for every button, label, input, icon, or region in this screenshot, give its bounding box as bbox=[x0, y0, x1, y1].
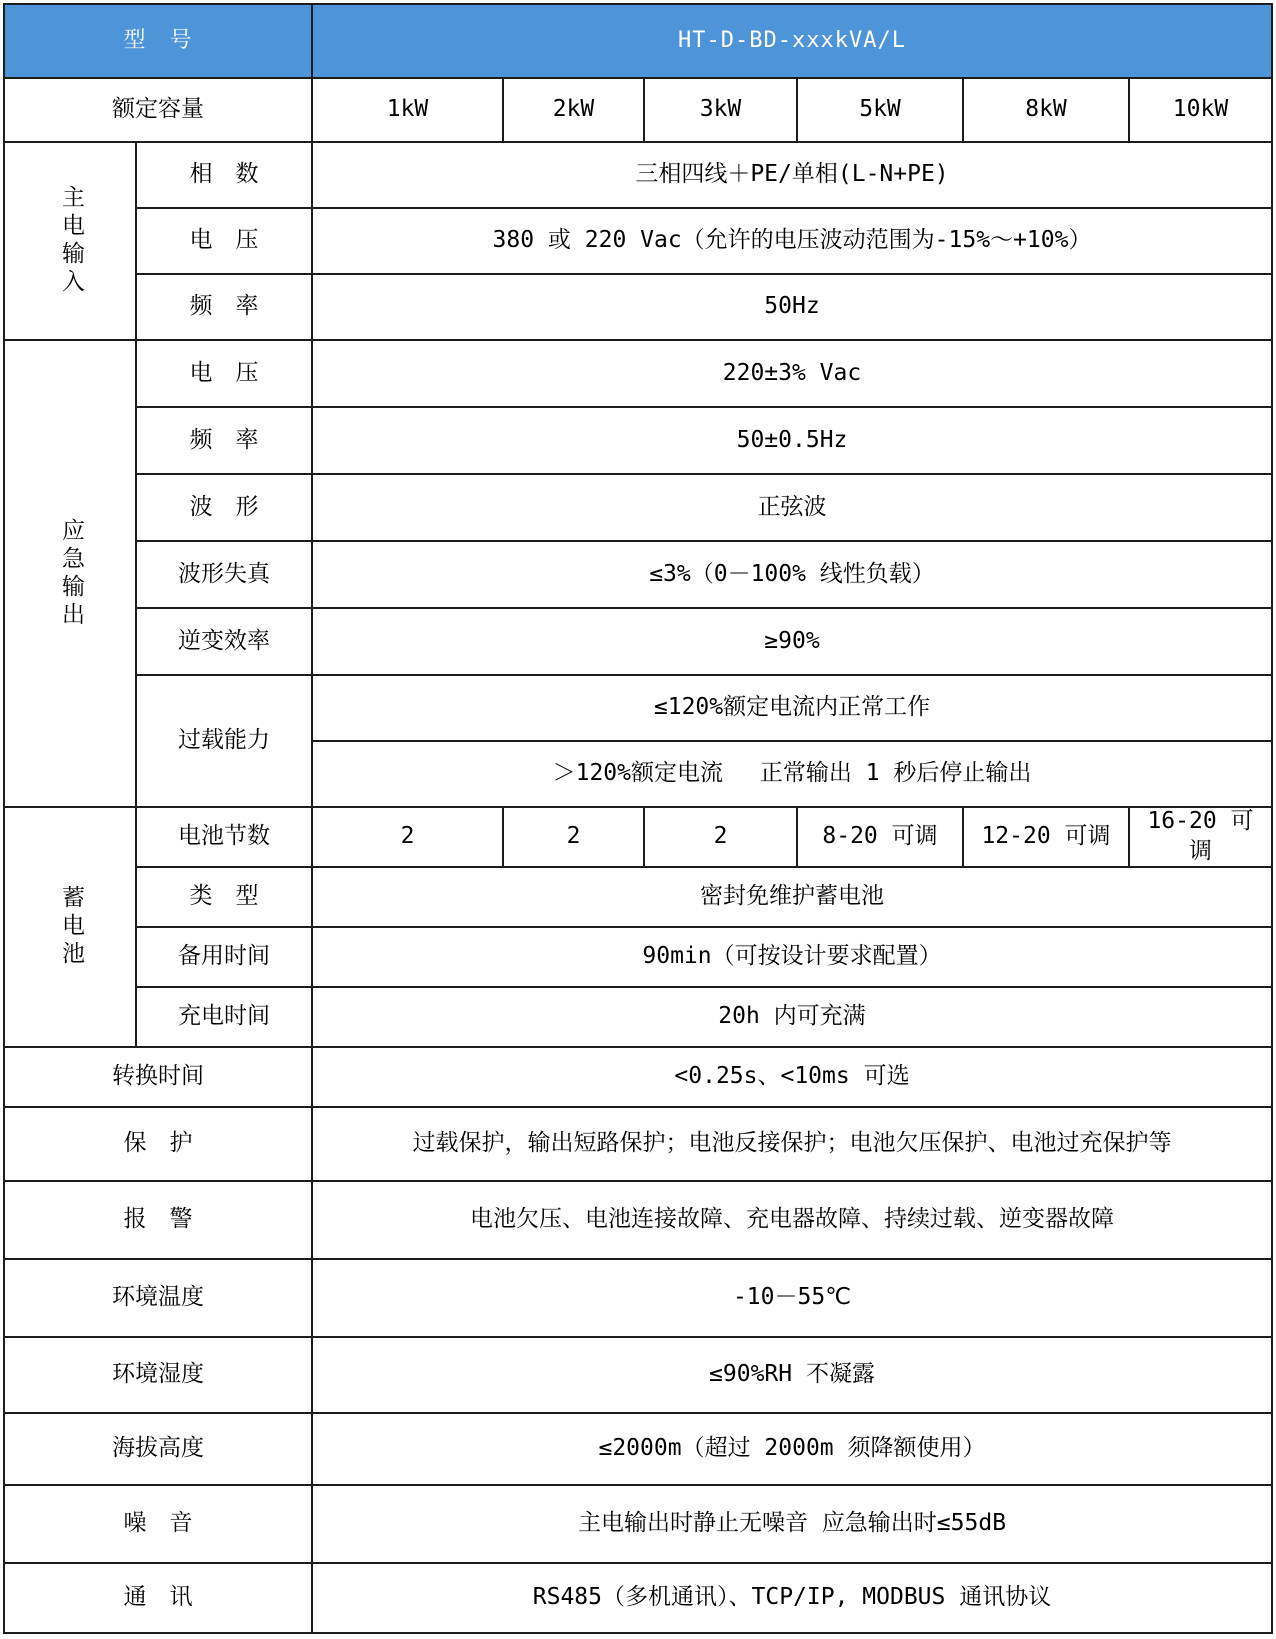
row-value: 50Hz bbox=[313, 275, 1271, 339]
overload-label-cell: 过载能力 bbox=[137, 676, 311, 806]
row-value: <0.25s、<10ms 可选 bbox=[313, 1048, 1271, 1106]
row-label: 波 形 bbox=[137, 475, 311, 540]
row-label: 通 讯 bbox=[5, 1564, 311, 1632]
row-value: ≤2000m（超过 2000m 须降额使用） bbox=[313, 1414, 1271, 1484]
row-value: 电池欠压、电池连接故障、充电器故障、持续过载、逆变器故障 bbox=[313, 1182, 1271, 1258]
row-value: ≥90% bbox=[313, 609, 1271, 674]
row-label: 电 压 bbox=[137, 341, 311, 406]
row-value: 90min（可按设计要求配置） bbox=[313, 928, 1271, 986]
row-label: 相 数 bbox=[137, 143, 311, 207]
row-label: 频 率 bbox=[137, 408, 311, 473]
group-label-emergency-output: 应急输出 bbox=[5, 341, 135, 806]
row-label: 环境温度 bbox=[5, 1260, 311, 1336]
model-value-cell: HT-D-BD-xxxkVA/L bbox=[313, 5, 1271, 77]
row-label: 海拔高度 bbox=[5, 1414, 311, 1484]
capacity-value-cell: 3kW bbox=[645, 79, 796, 141]
battery-count-cell: 2 bbox=[645, 808, 796, 866]
battery-count-cell: 16-20 可调 bbox=[1130, 808, 1271, 866]
row-value: 50±0.5Hz bbox=[313, 408, 1271, 473]
battery-count-cell: 2 bbox=[313, 808, 502, 866]
row-value: 三相四线＋PE/单相(L-N+PE) bbox=[313, 143, 1271, 207]
row-value: 380 或 220 Vac（允许的电压波动范围为-15%～+10%） bbox=[313, 209, 1271, 273]
model-label-cell: 型 号 bbox=[5, 5, 311, 77]
row-value: 密封免维护蓄电池 bbox=[313, 868, 1271, 926]
spec-sheet-page bbox=[0, 3, 1276, 1639]
row-value: RS485（多机通讯）、TCP/IP, MODBUS 通讯协议 bbox=[313, 1564, 1271, 1632]
row-value: -10－55℃ bbox=[313, 1260, 1271, 1336]
overload-value-cell: ≤120%额定电流内正常工作 bbox=[313, 676, 1271, 740]
battery-count-cell: 8-20 可调 bbox=[798, 808, 962, 866]
row-value: 主电输出时静止无噪音 应急输出时≤55dB bbox=[313, 1486, 1271, 1562]
capacity-value-cell: 8kW bbox=[964, 79, 1128, 141]
capacity-value-cell: 5kW bbox=[798, 79, 962, 141]
row-label: 环境湿度 bbox=[5, 1338, 311, 1412]
battery-count-cell: 12-20 可调 bbox=[964, 808, 1128, 866]
product-spec-table bbox=[3, 3, 1273, 1634]
capacity-label-cell: 额定容量 bbox=[5, 79, 311, 141]
capacity-value-cell: 10kW bbox=[1130, 79, 1271, 141]
row-value: ≤3%（0－100% 线性负载） bbox=[313, 542, 1271, 607]
row-value: 220±3% Vac bbox=[313, 341, 1271, 406]
row-label: 转换时间 bbox=[5, 1048, 311, 1106]
row-label: 电池节数 bbox=[137, 808, 311, 866]
row-label: 备用时间 bbox=[137, 928, 311, 986]
row-label: 噪 音 bbox=[5, 1486, 311, 1562]
row-label: 类 型 bbox=[137, 868, 311, 926]
overload-value-cell: ＞120%额定电流 正常输出 1 秒后停止输出 bbox=[313, 742, 1271, 806]
row-label: 报 警 bbox=[5, 1182, 311, 1258]
row-label: 逆变效率 bbox=[137, 609, 311, 674]
row-value: ≤90%RH 不凝露 bbox=[313, 1338, 1271, 1412]
capacity-value-cell: 1kW bbox=[313, 79, 502, 141]
row-label: 波形失真 bbox=[137, 542, 311, 607]
row-value: 正弦波 bbox=[313, 475, 1271, 540]
row-label: 电 压 bbox=[137, 209, 311, 273]
capacity-value-cell: 2kW bbox=[504, 79, 643, 141]
group-label-battery: 蓄电池 bbox=[5, 808, 135, 1046]
group-label-main-input: 主电输入 bbox=[5, 143, 135, 339]
row-label: 频 率 bbox=[137, 275, 311, 339]
row-label: 充电时间 bbox=[137, 988, 311, 1046]
row-label: 保 护 bbox=[5, 1108, 311, 1180]
row-value: 20h 内可充满 bbox=[313, 988, 1271, 1046]
row-value: 过载保护，输出短路保护；电池反接保护；电池欠压保护、电池过充保护等 bbox=[313, 1108, 1271, 1180]
battery-count-cell: 2 bbox=[504, 808, 643, 866]
